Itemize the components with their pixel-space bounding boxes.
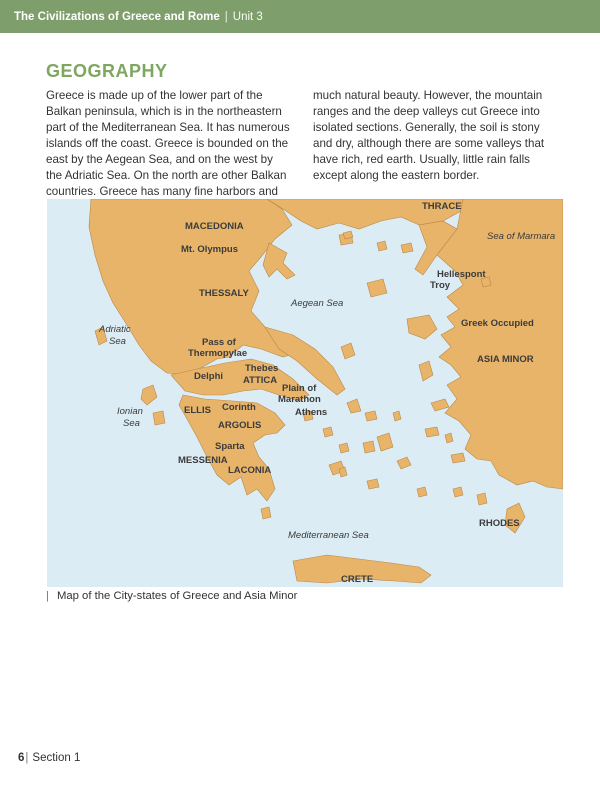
running-header (0, 0, 600, 33)
island-tinos (365, 411, 377, 421)
island-icaria (425, 427, 439, 437)
island-imbros (401, 243, 413, 253)
map-label-hellespont: Hellespont (437, 269, 486, 280)
map-label-aegean-sea: Aegean Sea (291, 298, 344, 309)
page-footer (18, 752, 80, 764)
island-lesser-3 (417, 487, 427, 497)
map-label-laconia: LACONIA (228, 465, 272, 476)
island-lesser-4 (453, 487, 463, 497)
map-label-plain-of: Plain of (282, 383, 317, 394)
body-paragraph: Greece is made up of the lower part of the Balkan peninsula, which is in the northeastern part of the Mediterranean Sea. It has numerous islands off the coast. Greece is bounded on the east by the Aegean Sea, and on the west by the Adriatic Sea. On the north are other Balkan countries. Greece has many fine harbors and much natural beauty. However, the mountain ranges and the deep valleys cut Greece into isolated sections. Generally, the soil is stony and dry, although there are some valleys that have rich, red earth. Usually, little rain falls except along the eastern border. (46, 89, 545, 198)
map-label-thermopylae: Thermopylae (188, 348, 248, 359)
map-label-greek-occupied: Greek Occupied (461, 318, 534, 329)
kythira (261, 507, 271, 519)
map-label-troy: Troy (430, 280, 451, 291)
map-label-ionian-1: Ionian (117, 406, 143, 417)
map-label-ellis: ELLIS (184, 405, 211, 416)
map-label-adriatic-2: Sea (109, 336, 126, 347)
map-label-messenia: MESSENIA (178, 455, 228, 466)
map-label-asia-minor: ASIA MINOR (477, 354, 534, 365)
map-label-sparta: Sparta (215, 441, 245, 452)
island-kea (323, 427, 333, 437)
book-title: The Civilizations of Greece and Rome (14, 10, 220, 23)
map-label-rhodes: RHODES (479, 518, 520, 529)
map-label-thrace: THRACE (422, 201, 462, 212)
map-label-ionian-2: Sea (123, 418, 140, 429)
island-karpathos (477, 493, 487, 505)
page-number: 6 (18, 752, 25, 764)
island-samothrace (377, 241, 387, 251)
map-label-argolis: ARGOLIS (218, 420, 262, 431)
map-label-sea-of-marmara-1: Sea of Marmara (487, 231, 556, 242)
map-label-thessaly: THESSALY (199, 288, 249, 299)
map-label-delphi: Delphi (194, 371, 224, 382)
map-label-adriatic-1: Adriatic (99, 324, 131, 335)
map-label-attica: ATTICA (243, 375, 278, 386)
island-serifos (339, 443, 349, 453)
zakynthos (153, 411, 165, 425)
map-label-mt-olympus: Mt. Olympus (181, 244, 239, 255)
map-label-athens: Athens (295, 407, 328, 418)
map-figure (47, 199, 563, 587)
caption-bar: | (46, 590, 49, 602)
footer-bar: | (25, 752, 29, 764)
unit-label: Unit 3 (232, 10, 263, 23)
header-separator: | (224, 10, 228, 23)
map-label-thebes: Thebes (245, 363, 279, 374)
island-paros (363, 441, 375, 453)
section-heading: GEOGRAPHY (46, 61, 168, 81)
map-caption (46, 590, 297, 602)
island-thera (367, 479, 379, 489)
map-label-mediterranean-sea: Mediterranean Sea (288, 530, 369, 541)
map-label-corinth: Corinth (222, 402, 256, 413)
island-kos (451, 453, 465, 463)
caption-text: Map of the City-states of Greece and Asia Minor (56, 590, 298, 602)
map-label-crete: CRETE (341, 574, 374, 585)
map-of-greece (47, 199, 563, 587)
section-label: Section 1 (32, 752, 81, 764)
map-label-macedonia: MACEDONIA (185, 221, 244, 232)
map-label-marathon: Marathon (278, 394, 321, 405)
map-label-pass-of: Pass of (202, 337, 236, 348)
